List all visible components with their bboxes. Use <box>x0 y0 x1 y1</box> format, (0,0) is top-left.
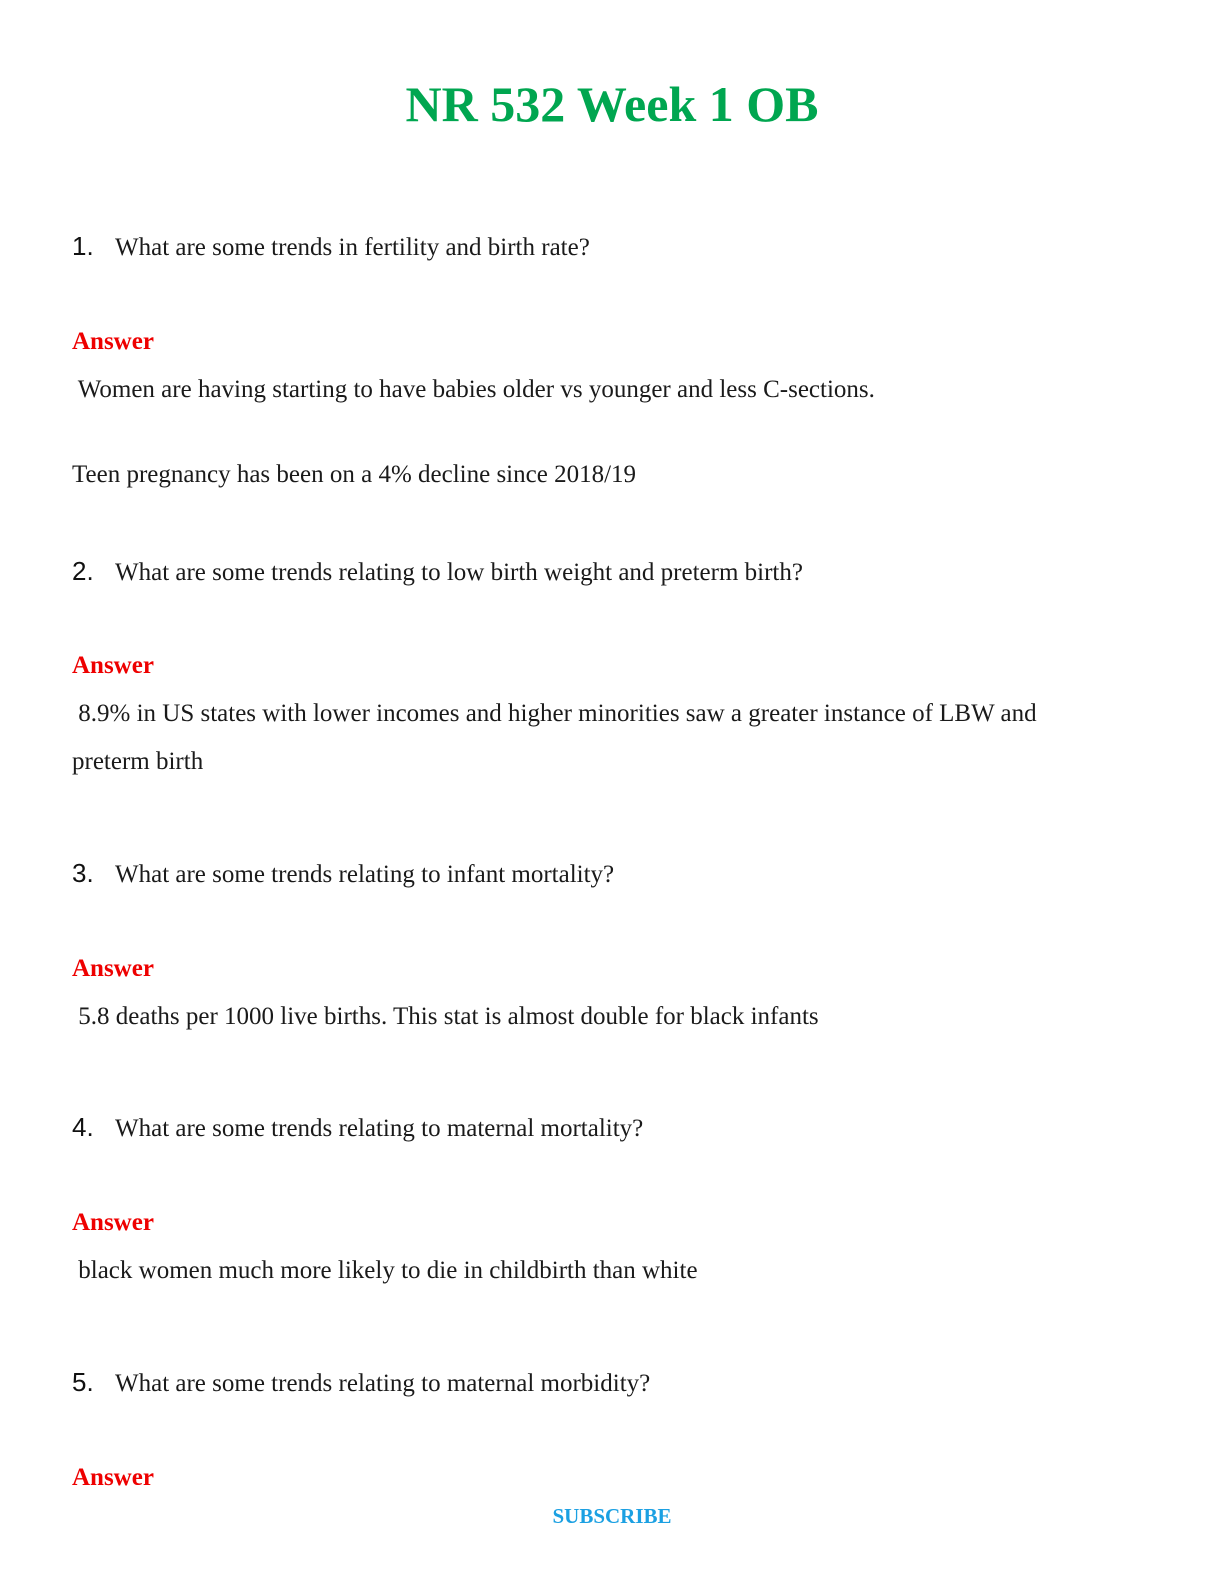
answer-label: Answer <box>72 328 154 355</box>
answer-label: Answer <box>72 652 154 679</box>
answer-text: Women are having starting to have babies older vs younger and less C-sections. <box>72 376 875 403</box>
question-1 <box>72 230 590 264</box>
question-number: 5. <box>72 1367 94 1397</box>
question-text: What are some trends relating to low birth weight and preterm birth? <box>115 559 803 586</box>
question-4 <box>72 1111 643 1145</box>
answer-label: Answer <box>72 1209 154 1236</box>
question-text: What are some trends relating to maternal mortality? <box>115 1115 644 1142</box>
answer-text: 8.9% in US states with lower incomes and higher minorities saw a greater instance of LBW and preterm birth <box>72 700 1043 775</box>
subscribe-link[interactable]: SUBSCRIBE <box>552 1504 672 1528</box>
question-text: What are some trends relating to infant mortality? <box>115 861 615 888</box>
page-title: NR 532 Week 1 OB <box>405 76 819 132</box>
answer-label: Answer <box>72 955 154 982</box>
answer-text: black women much more likely to die in childbirth than white <box>72 1257 698 1284</box>
answer-text: 5.8 deaths per 1000 live births. This stat is almost double for black infants <box>72 1003 819 1030</box>
question-text: What are some trends in fertility and birth rate? <box>115 234 590 261</box>
question-number: 3. <box>72 858 94 888</box>
question-2 <box>72 555 803 589</box>
question-number: 4. <box>72 1112 94 1142</box>
question-text: What are some trends relating to maternal morbidity? <box>115 1370 651 1397</box>
answer-label: Answer <box>72 1464 154 1491</box>
question-number: 2. <box>72 556 94 586</box>
answer-text: Teen pregnancy has been on a 4% decline since 2018/19 <box>72 461 637 488</box>
question-number: 1. <box>72 231 94 261</box>
question-5 <box>72 1366 650 1400</box>
question-3 <box>72 857 614 891</box>
